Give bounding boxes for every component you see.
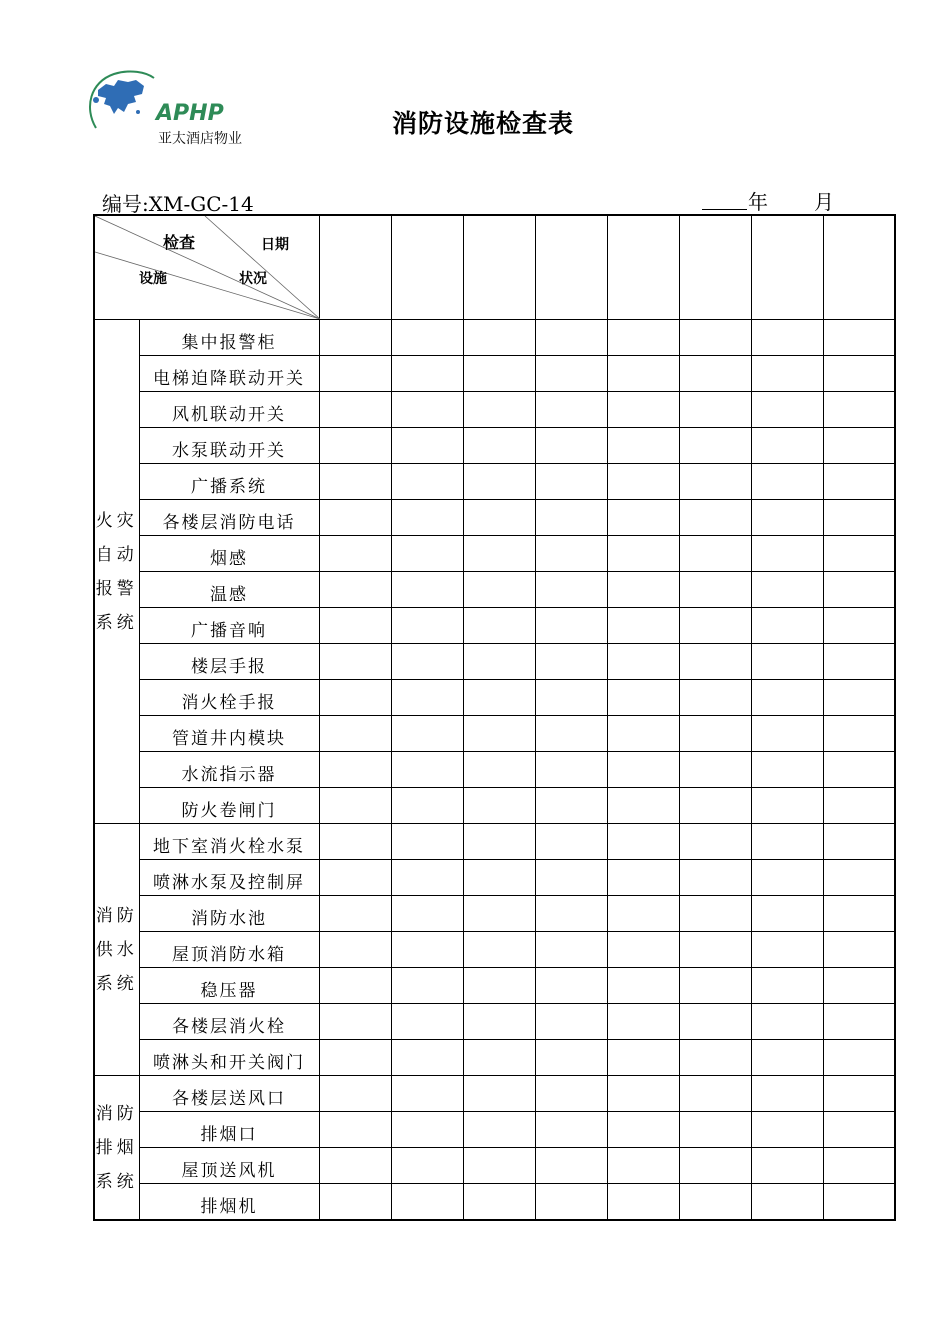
status-cell[interactable] [679,896,751,932]
status-cell[interactable] [391,1148,463,1184]
status-cell[interactable] [823,536,895,572]
status-cell[interactable] [751,392,823,428]
status-cell[interactable] [607,1076,679,1112]
status-cell[interactable] [463,932,535,968]
status-cell[interactable] [607,320,679,356]
status-cell[interactable] [391,680,463,716]
status-cell[interactable] [319,464,391,500]
status-cell[interactable] [319,392,391,428]
status-cell[interactable] [679,1076,751,1112]
facility-item-label: 广播系统 [139,464,319,500]
table-row [94,788,895,824]
status-cell[interactable] [319,500,391,536]
status-cell[interactable] [679,824,751,860]
facility-item-label: 屋顶送风机 [139,1148,319,1184]
status-cell[interactable] [463,752,535,788]
status-cell[interactable] [319,932,391,968]
status-cell[interactable] [751,1148,823,1184]
date-field [702,186,834,214]
month-label: 月 [814,190,834,214]
status-cell[interactable] [679,572,751,608]
status-cell[interactable] [751,320,823,356]
year-blank [702,187,747,210]
status-cell[interactable] [319,788,391,824]
facility-item-label: 防火卷闸门 [139,788,319,824]
header-label-facility: 设施 [139,271,167,287]
status-cell[interactable] [391,1040,463,1076]
facility-item-label: 管道井内模块 [139,716,319,752]
status-cell[interactable] [463,824,535,860]
status-cell[interactable] [319,1076,391,1112]
status-cell[interactable] [751,608,823,644]
page-title: 消防设施检查表 [392,109,575,138]
status-cell[interactable] [463,860,535,896]
status-cell[interactable] [751,824,823,860]
status-cell[interactable] [463,392,535,428]
status-cell[interactable] [679,464,751,500]
status-cell[interactable] [607,860,679,896]
status-cell[interactable] [391,932,463,968]
status-cell[interactable] [319,1004,391,1040]
status-cell[interactable] [319,356,391,392]
status-cell[interactable] [535,1184,607,1221]
status-cell[interactable] [679,860,751,896]
status-cell[interactable] [535,1076,607,1112]
system-category-label: 排烟 [95,1137,138,1158]
status-cell[interactable] [535,1040,607,1076]
status-cell[interactable] [823,932,895,968]
status-cell[interactable] [679,788,751,824]
facility-item-label: 排烟口 [139,1112,319,1148]
system-category-cell [94,824,139,1076]
status-cell[interactable] [463,608,535,644]
status-cell[interactable] [679,752,751,788]
table-row [94,500,895,536]
status-cell[interactable] [535,608,607,644]
facility-item-label: 风机联动开关 [139,392,319,428]
status-cell[interactable] [607,932,679,968]
status-cell[interactable] [823,1148,895,1184]
status-cell[interactable] [319,644,391,680]
status-cell[interactable] [463,500,535,536]
status-cell[interactable] [391,1004,463,1040]
status-cell[interactable] [823,608,895,644]
status-cell[interactable] [823,1184,895,1221]
status-cell[interactable] [823,320,895,356]
header-label-check: 检查 [163,233,196,252]
status-cell[interactable] [463,644,535,680]
status-cell[interactable] [751,500,823,536]
table-row [94,392,895,428]
status-cell[interactable] [823,500,895,536]
status-cell[interactable] [463,356,535,392]
status-cell[interactable] [607,608,679,644]
status-cell[interactable] [751,428,823,464]
status-cell[interactable] [535,464,607,500]
status-cell[interactable] [463,1040,535,1076]
status-cell[interactable] [463,1112,535,1148]
status-cell[interactable] [679,968,751,1004]
status-cell[interactable] [679,1148,751,1184]
company-logo [84,68,254,168]
status-cell[interactable] [391,788,463,824]
status-cell[interactable] [823,572,895,608]
status-cell[interactable] [535,428,607,464]
system-category-label: 系统 [95,1171,138,1192]
status-cell[interactable] [391,1076,463,1112]
status-cell[interactable] [751,680,823,716]
status-cell[interactable] [751,356,823,392]
status-cell[interactable] [679,680,751,716]
status-cell[interactable] [607,1112,679,1148]
status-cell[interactable] [823,788,895,824]
facility-item-label: 各楼层送风口 [139,1076,319,1112]
status-cell[interactable] [679,500,751,536]
status-cell[interactable] [391,428,463,464]
status-cell[interactable] [679,1004,751,1040]
status-cell[interactable] [391,1112,463,1148]
status-cell[interactable] [607,536,679,572]
facility-item-label: 消防水池 [139,896,319,932]
facility-item-label: 地下室消火栓水泵 [139,824,319,860]
status-cell[interactable] [319,428,391,464]
diagonal-header-cell [94,215,319,320]
status-cell[interactable] [823,968,895,1004]
status-cell[interactable] [391,320,463,356]
status-cell[interactable] [535,1112,607,1148]
status-cell[interactable] [535,644,607,680]
facility-item-label: 消火栓手报 [139,680,319,716]
status-cell[interactable] [751,860,823,896]
status-cell[interactable] [751,572,823,608]
status-cell[interactable] [463,320,535,356]
status-cell[interactable] [535,1148,607,1184]
status-cell[interactable] [751,932,823,968]
status-cell[interactable] [607,896,679,932]
status-cell[interactable] [679,392,751,428]
status-cell[interactable] [319,824,391,860]
status-cell[interactable] [463,1004,535,1040]
system-category-label: 供水 [95,939,138,960]
status-cell[interactable] [463,464,535,500]
status-cell[interactable] [823,464,895,500]
status-cell[interactable] [823,1112,895,1148]
table-row [94,572,895,608]
status-cell[interactable] [823,1076,895,1112]
status-cell[interactable] [463,680,535,716]
status-cell[interactable] [391,392,463,428]
status-cell[interactable] [463,788,535,824]
status-cell[interactable] [607,680,679,716]
status-cell[interactable] [391,824,463,860]
table-row [94,464,895,500]
table-row [94,1112,895,1148]
status-cell[interactable] [823,392,895,428]
facility-item-label: 电梯迫降联动开关 [139,356,319,392]
date-column-header[interactable] [463,215,535,320]
status-cell[interactable] [607,500,679,536]
status-cell[interactable] [823,824,895,860]
status-cell[interactable] [463,896,535,932]
facility-item-label: 烟感 [139,536,319,572]
status-cell[interactable] [463,572,535,608]
status-cell[interactable] [607,464,679,500]
status-cell[interactable] [535,392,607,428]
status-cell[interactable] [679,356,751,392]
status-cell[interactable] [823,644,895,680]
header-row [94,215,895,320]
status-cell[interactable] [607,824,679,860]
facility-item-label: 集中报警柜 [139,320,319,356]
status-cell[interactable] [751,644,823,680]
table-row [94,1148,895,1184]
status-cell[interactable] [607,1004,679,1040]
system-category-cell [94,320,139,824]
status-cell[interactable] [319,896,391,932]
date-column-header[interactable] [823,215,895,320]
status-cell[interactable] [751,752,823,788]
status-cell[interactable] [607,752,679,788]
status-cell[interactable] [535,968,607,1004]
date-column-header[interactable] [751,215,823,320]
status-cell[interactable] [391,464,463,500]
table-row [94,428,895,464]
facility-item-label: 广播音响 [139,608,319,644]
status-cell[interactable] [535,896,607,932]
status-cell[interactable] [679,320,751,356]
status-cell[interactable] [391,716,463,752]
status-cell[interactable] [319,752,391,788]
system-category-label: 系统 [95,973,138,994]
system-category-cell [94,1076,139,1221]
table-row [94,320,895,356]
status-cell[interactable] [535,572,607,608]
status-cell[interactable] [391,752,463,788]
system-category-label: 消防 [95,1103,138,1124]
table-row [94,356,895,392]
header-label-status: 状况 [239,271,267,287]
year-label: 年 [748,190,768,214]
status-cell[interactable] [607,716,679,752]
status-cell[interactable] [535,320,607,356]
status-cell[interactable] [391,968,463,1004]
facility-item-label: 各楼层消火栓 [139,1004,319,1040]
status-cell[interactable] [751,788,823,824]
status-cell[interactable] [535,824,607,860]
status-cell[interactable] [679,428,751,464]
status-cell[interactable] [463,968,535,1004]
asia-map-logo-icon [84,68,254,130]
status-cell[interactable] [319,536,391,572]
system-category-label: 自动 [95,544,138,565]
status-cell[interactable] [679,932,751,968]
status-cell[interactable] [823,860,895,896]
table-row [94,608,895,644]
table-row [94,1184,895,1221]
status-cell[interactable] [751,1004,823,1040]
status-cell[interactable] [751,1184,823,1221]
status-cell[interactable] [319,1184,391,1221]
status-cell[interactable] [535,356,607,392]
status-cell[interactable] [751,1112,823,1148]
status-cell[interactable] [679,1112,751,1148]
status-cell[interactable] [535,860,607,896]
status-cell[interactable] [463,1148,535,1184]
table-row [94,1076,895,1112]
system-category-label: 火灾 [95,510,138,531]
table-row [94,716,895,752]
status-cell[interactable] [607,644,679,680]
table-row [94,896,895,932]
status-cell[interactable] [391,572,463,608]
status-cell[interactable] [535,1004,607,1040]
table-row [94,752,895,788]
inspection-table [93,214,896,1221]
status-cell[interactable] [535,752,607,788]
document-number: 编号:XM-GC-14 [102,192,254,216]
table-row [94,536,895,572]
date-column-header[interactable] [679,215,751,320]
status-cell[interactable] [391,536,463,572]
status-cell[interactable] [319,1040,391,1076]
status-cell[interactable] [823,1040,895,1076]
status-cell[interactable] [607,428,679,464]
status-cell[interactable] [535,500,607,536]
status-cell[interactable] [391,896,463,932]
status-cell[interactable] [391,608,463,644]
status-cell[interactable] [319,1148,391,1184]
status-cell[interactable] [319,572,391,608]
status-cell[interactable] [319,968,391,1004]
status-cell[interactable] [607,356,679,392]
system-category-label: 报警 [95,578,138,599]
status-cell[interactable] [391,356,463,392]
status-cell[interactable] [823,896,895,932]
status-cell[interactable] [535,536,607,572]
table-row [94,644,895,680]
status-cell[interactable] [607,392,679,428]
status-cell[interactable] [679,536,751,572]
status-cell[interactable] [463,1076,535,1112]
facility-item-label: 各楼层消防电话 [139,500,319,536]
facility-item-label: 稳压器 [139,968,319,1004]
status-cell[interactable] [463,716,535,752]
facility-item-label: 排烟机 [139,1184,319,1221]
status-cell[interactable] [463,1184,535,1221]
system-category-label: 系统 [95,612,138,633]
status-cell[interactable] [535,680,607,716]
status-cell[interactable] [319,680,391,716]
facility-item-label: 温感 [139,572,319,608]
status-cell[interactable] [751,896,823,932]
table-row [94,824,895,860]
table-row [94,860,895,896]
table-row [94,1040,895,1076]
facility-item-label: 水泵联动开关 [139,428,319,464]
status-cell[interactable] [535,932,607,968]
status-cell[interactable] [391,860,463,896]
status-cell[interactable] [319,1112,391,1148]
date-column-header[interactable] [391,215,463,320]
status-cell[interactable] [823,428,895,464]
status-cell[interactable] [751,1040,823,1076]
status-cell[interactable] [751,464,823,500]
status-cell[interactable] [823,1004,895,1040]
status-cell[interactable] [823,716,895,752]
status-cell[interactable] [535,788,607,824]
facility-item-label: 喷淋水泵及控制屏 [139,860,319,896]
date-column-header[interactable] [319,215,391,320]
status-cell[interactable] [319,716,391,752]
status-cell[interactable] [463,536,535,572]
date-column-header[interactable] [535,215,607,320]
status-cell[interactable] [391,644,463,680]
status-cell[interactable] [607,788,679,824]
status-cell[interactable] [319,320,391,356]
facility-item-label: 喷淋头和开关阀门 [139,1040,319,1076]
status-cell[interactable] [319,860,391,896]
status-cell[interactable] [607,1040,679,1076]
logo-brand-text: APHP [156,101,224,126]
status-cell[interactable] [463,428,535,464]
facility-item-label: 楼层手报 [139,644,319,680]
logo-company-name: 亚太酒店物业 [158,131,242,147]
status-cell[interactable] [751,968,823,1004]
status-cell[interactable] [679,716,751,752]
status-cell[interactable] [823,752,895,788]
facility-item-label: 水流指示器 [139,752,319,788]
table-row [94,680,895,716]
table-row [94,968,895,1004]
status-cell[interactable] [679,608,751,644]
table-row [94,1004,895,1040]
status-cell[interactable] [607,572,679,608]
status-cell[interactable] [391,500,463,536]
date-column-header[interactable] [607,215,679,320]
status-cell[interactable] [751,1076,823,1112]
facility-item-label: 屋顶消防水箱 [139,932,319,968]
status-cell[interactable] [607,1184,679,1221]
status-cell[interactable] [823,680,895,716]
status-cell[interactable] [607,1148,679,1184]
header-label-date: 日期 [261,237,289,253]
status-cell[interactable] [391,1184,463,1221]
status-cell[interactable] [751,716,823,752]
status-cell[interactable] [679,644,751,680]
status-cell[interactable] [535,716,607,752]
status-cell[interactable] [679,1040,751,1076]
system-category-label: 消防 [95,905,138,926]
diagonal-lines [95,216,320,319]
table-row [94,932,895,968]
status-cell[interactable] [751,536,823,572]
status-cell[interactable] [319,608,391,644]
status-cell[interactable] [823,356,895,392]
status-cell[interactable] [607,968,679,1004]
status-cell[interactable] [679,1184,751,1221]
